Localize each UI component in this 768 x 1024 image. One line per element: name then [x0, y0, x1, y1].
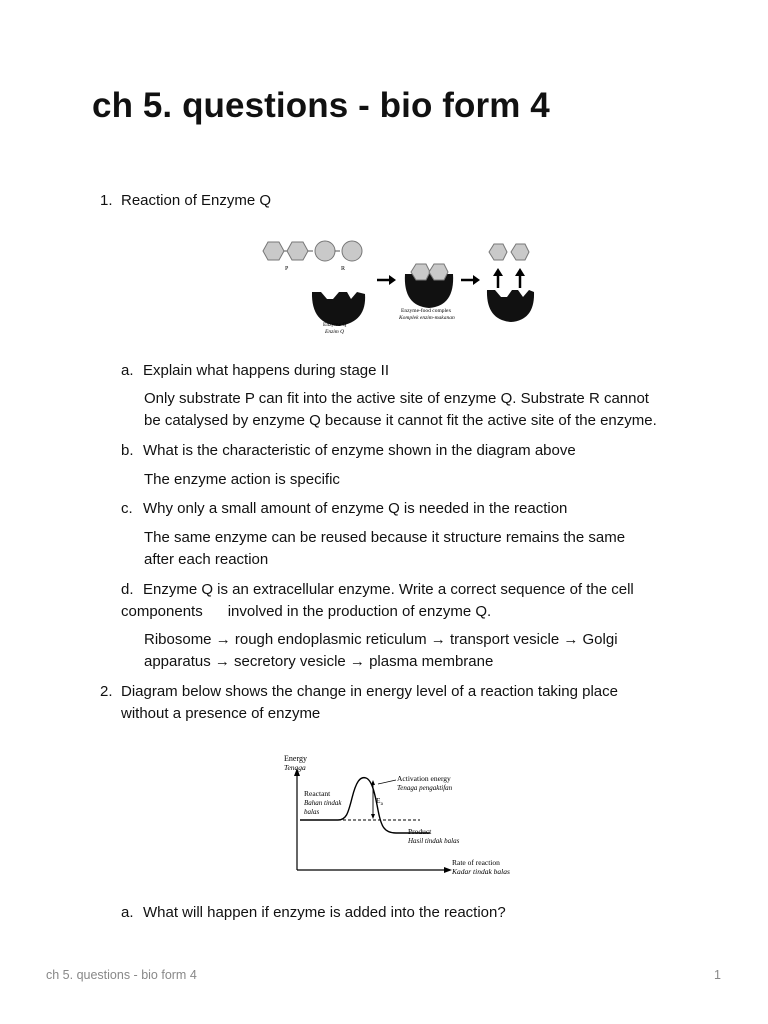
q1c-answer-line-2: after each reaction [144, 551, 269, 568]
y-axis-label: Energy [284, 754, 307, 763]
q1d-answer-line-1: Ribosome → rough endoplasmic reticulum → transport vesicle → Golgi [144, 631, 618, 648]
label-p: P [285, 266, 289, 272]
enzyme-q-released-icon [487, 290, 534, 322]
enzyme-label: Enzyme Q [323, 322, 347, 328]
x-axis-arrow-icon [444, 867, 452, 873]
product-label-ms: Hasil tindak balas [408, 837, 460, 845]
products-icon [489, 244, 529, 260]
reactant-label-ms-1: Bahan tindak [304, 799, 342, 807]
q1a-question: Explain what happens during stage II [143, 362, 389, 379]
q1b-letter: b. [121, 442, 134, 459]
reactant-label-ms-2: balas [304, 808, 320, 816]
q1b-answer-line-1: The enzyme action is specific [144, 471, 340, 488]
q1c-answer-line-1: The same enzyme can be reused because it structure remains the same [144, 529, 626, 546]
reactant-label: Reactant [304, 789, 331, 798]
q1d-question-line-1: Enzyme Q is an extracellular enzyme. Write a correct sequence of the cell [143, 581, 634, 598]
question-2-number: 2. [100, 683, 113, 700]
q1a-letter: a. [121, 362, 134, 379]
q1a-answer-line-2: be catalysed by enzyme Q because it cannot fit the active site of the enzyme. [144, 412, 657, 429]
q1a-answer-line-1: Only substrate P can fit into the active site of enzyme Q. Substrate R cannot [144, 390, 649, 407]
page-title: ch 5. questions - bio form 4 [92, 86, 550, 125]
question-2-text-line-1: Diagram below shows the change in energy level of a reaction taking place [121, 683, 618, 700]
q2a-question: What will happen if enzyme is added into the reaction? [143, 904, 506, 921]
footer-title: ch 5. questions - bio form 4 [46, 968, 197, 982]
q2a-letter: a. [121, 904, 134, 921]
question-2-text-line-2: without a presence of enzyme [121, 705, 321, 722]
question-1-number: 1. [100, 192, 113, 209]
ea-symbol: $E_a$ [376, 796, 383, 807]
y-axis-label-ms: Tenaga [284, 763, 306, 772]
product-label: Product [408, 827, 432, 836]
complex-label-ms: Komplek enzim-makanan [399, 315, 455, 321]
activation-energy-label: Activation energy [397, 774, 451, 783]
complex-label: Enzyme-food complex [401, 308, 452, 314]
substrate-r-icon [315, 241, 362, 261]
enzyme-q-icon [312, 292, 365, 326]
q1d-question-line-2: components involved in the production of enzyme Q. [121, 603, 492, 620]
energy-level-diagram [280, 748, 520, 884]
arrow-right-icon [461, 275, 480, 285]
q1c-letter: c. [121, 500, 133, 517]
substrate-p-icon [263, 242, 313, 260]
x-axis-label-ms: Kadar tindak balas [452, 867, 510, 876]
q1d-answer-line-2: apparatus → secretory vesicle → plasma membrane [144, 653, 494, 670]
enzyme-substrate-complex-icon [405, 264, 453, 308]
page-number: 1 [714, 968, 721, 982]
enzyme-q-reaction-diagram [255, 232, 545, 344]
label-r: R [341, 266, 346, 272]
arrow-up-icon [493, 268, 525, 288]
question-1-text: Reaction of Enzyme Q [121, 192, 272, 209]
activation-energy-label-ms: Tenaga pengaktifan [397, 784, 453, 792]
enzyme-label-ms: Enzim Q [325, 329, 345, 335]
x-axis-label: Rate of reaction [452, 858, 500, 867]
arrow-right-icon [377, 275, 396, 285]
q1d-letter: d. [121, 581, 134, 598]
q1c-question: Why only a small amount of enzyme Q is needed in the reaction [143, 500, 568, 517]
q1b-question: What is the characteristic of enzyme shown in the diagram above [143, 442, 576, 459]
